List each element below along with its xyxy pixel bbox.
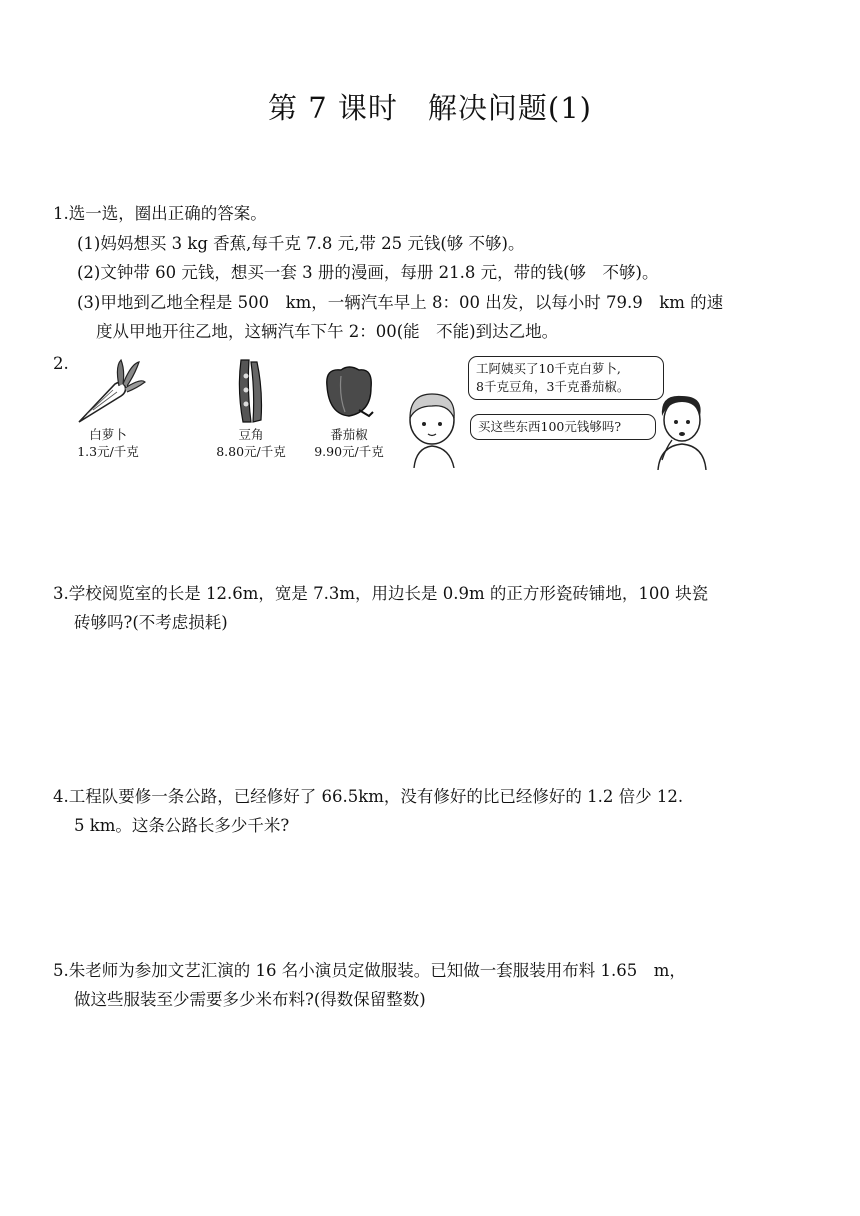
radish-name: 白萝卜 bbox=[89, 427, 127, 442]
woman-icon bbox=[402, 388, 466, 468]
radish-price: 1.3元/千克 bbox=[77, 444, 139, 459]
question-1-part-3-line-2: 度从甲地开往乙地，这辆汽车下午 2：00(能 不能)到达乙地。 bbox=[96, 322, 559, 341]
question-1-part-3-line-1: (3)甲地到乙地全程是 500 km，一辆汽车早上 8：00 出发，以每小时 79.9 km 的速 bbox=[77, 293, 724, 312]
question-4-line-2: 5 km。这条公路长多少千米? bbox=[74, 816, 290, 835]
speech-bubble-question bbox=[470, 414, 656, 440]
question-1-stem: 1.选一选，圈出正确的答案。 bbox=[53, 204, 267, 223]
question-5-line-2: 做这些服装至少需要多少米布料?(得数保留整数) bbox=[74, 990, 426, 1009]
speech-bubble-purchase bbox=[468, 356, 664, 400]
question-1-part-2: (2)文钟带 60 元钱，想买一套 3 册的漫画，每册 21.8 元，带的钱(够 不够)。 bbox=[77, 263, 659, 282]
question-2-number: 2. bbox=[53, 354, 69, 373]
bean-icon bbox=[231, 356, 271, 426]
boy-icon bbox=[648, 390, 714, 470]
bean-name: 豆角 bbox=[238, 427, 264, 442]
pepper-name: 番茄椒 bbox=[330, 427, 368, 442]
bean-price: 8.80元/千克 bbox=[216, 444, 286, 459]
pepper-item bbox=[304, 356, 394, 460]
bubble-line-2: 8千克豆角，3千克番茄椒。 bbox=[476, 379, 630, 394]
radish-item bbox=[68, 356, 148, 460]
question-5-line-1: 5.朱老师为参加文艺汇演的 16 名小演员定做服装。已知做一套服装用布料 1.65 m， bbox=[53, 961, 686, 980]
question-3-line-1: 3.学校阅览室的长是 12.6m，宽是 7.3m，用边长是 0.9m 的正方形瓷砖铺地，100 块瓷 bbox=[53, 584, 709, 603]
bean-item bbox=[206, 356, 296, 460]
bubble-question-text: 买这些东西100元钱够吗? bbox=[478, 419, 622, 434]
pepper-price: 9.90元/千克 bbox=[314, 444, 384, 459]
pepper-icon bbox=[319, 356, 379, 426]
question-4-line-1: 4.工程队要修一条公路，已经修好了 66.5km，没有修好的比已经修好的 1.2 倍少 12. bbox=[53, 787, 684, 806]
question-3-line-2: 砖够吗?(不考虑损耗) bbox=[74, 613, 228, 632]
radish-icon bbox=[69, 356, 147, 426]
bubble-line-1: 工阿姨买了10千克白萝卜, bbox=[476, 361, 621, 376]
question-1-part-1: (1)妈妈想买 3 kg 香蕉,每千克 7.8 元,带 25 元钱(够 不够)。 bbox=[77, 234, 525, 253]
page-title: 第 7 课时 解决问题(1) bbox=[268, 91, 592, 125]
